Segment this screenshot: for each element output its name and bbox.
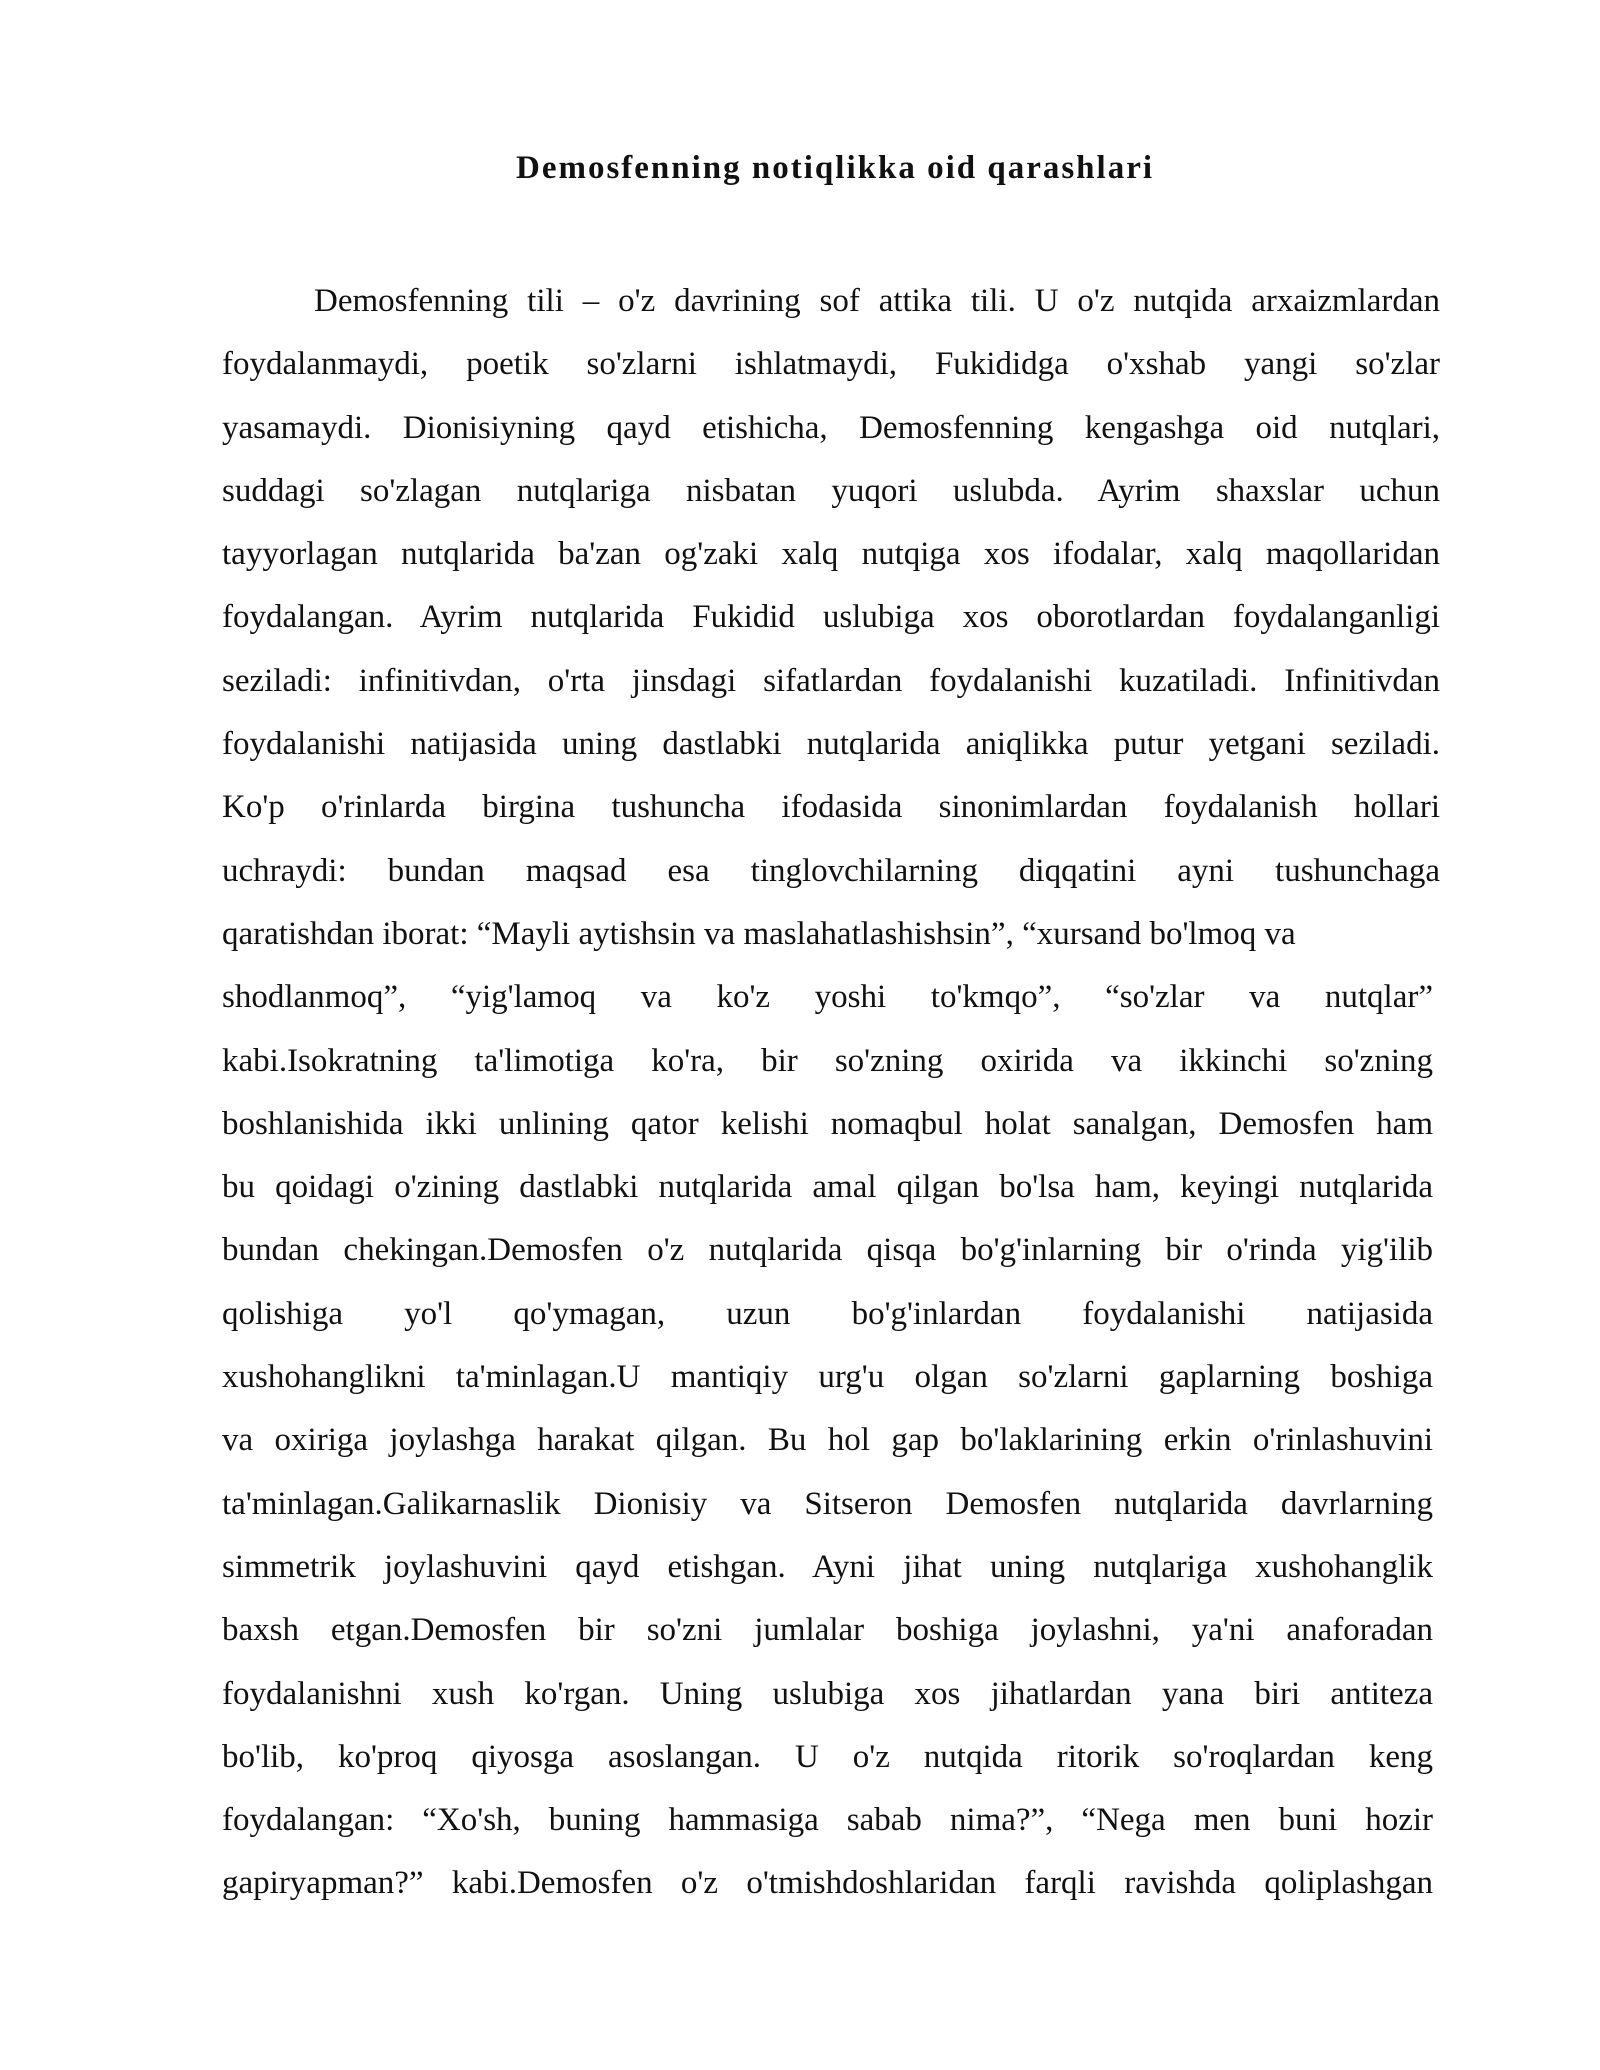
text-line: foydalangan. Ayrim nutqlarida Fukidid uslubiga xos oborotlardan foydalanganligi [222,599,1440,636]
text-line: tayyorlagan nutqlarida ba'zan og'zaki xalq nutqiga xos ifodalar, xalq maqollaridan [222,536,1440,573]
text-line: bu qoidagi o'zining dastlabki nutqlarida amal qilgan bo'lsa ham, keyingi nutqlarida [222,1169,1433,1206]
text-line: uchraydi: bundan maqsad esa tinglovchilarning diqqatini ayni tushunchaga [222,852,1440,889]
text-line: gapiryapman?” kabi.Demosfen o'z o'tmishdoshlaridan farqli ravishda qoliplashgan [222,1865,1433,1902]
body-paragraph [222,270,1440,1916]
text-line: simmetrik joylashuvini qayd etishgan. Ayni jihat uning nutqlariga xushohanglik [222,1548,1433,1585]
text-line: kabi.Isokratning ta'limotiga ko'ra, bir so'zning oxirida va ikkinchi so'zning [222,1042,1433,1079]
text-line: suddagi so'zlagan nutqlariga nisbatan yuqori uslubda. Ayrim shaxslar uchun [222,472,1440,509]
text-line: yasamaydi. Dionisiyning qayd etishicha, Demosfenning kengashga oid nutqlari, [222,409,1440,446]
text-line: xushohanglikni ta'minlagan.U mantiqiy urg'u olgan so'zlarni gaplarning boshiga [222,1359,1433,1396]
text-line: Ko'p o'rinlarda birgina tushuncha ifodasida sinonimlardan foydalanish hollari [222,789,1440,826]
text-line: va oxiriga joylashga harakat qilgan. Bu hol gap bo'laklarining erkin o'rinlashuvini [222,1422,1433,1459]
text-line: baxsh etgan.Demosfen bir so'zni jumlalar boshiga joylashni, ya'ni anaforadan [222,1612,1433,1649]
text-line: foydalangan: “Xo'sh, buning hammasiga sabab nima?”, “Nega men buni hozir [222,1802,1433,1839]
text-line: foydalanishni xush ko'rgan. Uning uslubiga xos jihatlardan yana biri antiteza [222,1675,1433,1712]
text-line: boshlanishida ikki unlining qator kelishi nomaqbul holat sanalgan, Demosfen ham [222,1105,1433,1142]
text-line: foydalanmaydi, poetik so'zlarni ishlatmaydi, Fukididga o'xshab yangi so'zlar [222,346,1440,383]
text-line: seziladi: infinitivdan, o'rta jinsdagi sifatlardan foydalanishi kuzatiladi. Infinitivdan [222,662,1440,699]
text-line: qaratishdan iborat: “Mayli aytishsin va maslahatlashishsin”, “xursand bo'lmoq va [222,915,1296,952]
text-line: qolishiga yo'l qo'ymagan, uzun bo'g'inlardan foydalanishi natijasida [222,1295,1433,1332]
document-title: Demosfenning notiqlikka oid qarashlari [515,150,1155,186]
text-line: shodlanmoq”, “yig'lamoq va ko'z yoshi to'kmqo”, “so'zlar va nutqlar” [222,979,1433,1016]
text-line: ta'minlagan.Galikarnaslik Dionisiy va Sitseron Demosfen nutqlarida davrlarning [222,1485,1433,1522]
text-line: Demosfenning tili – o'z davrining sof attika tili. U o'z nutqida arxaizmlardan [314,283,1440,319]
text-line: foydalanishi natijasida uning dastlabki nutqlarida aniqlikka putur yetgani seziladi. [222,726,1440,763]
text-line: bundan chekingan.Demosfen o'z nutqlarida qisqa bo'g'inlarning bir o'rinda yig'ilib [222,1232,1433,1269]
text-line: bo'lib, ko'proq qiyosga asoslangan. U o'z nutqida ritorik so'roqlardan keng [222,1738,1433,1775]
